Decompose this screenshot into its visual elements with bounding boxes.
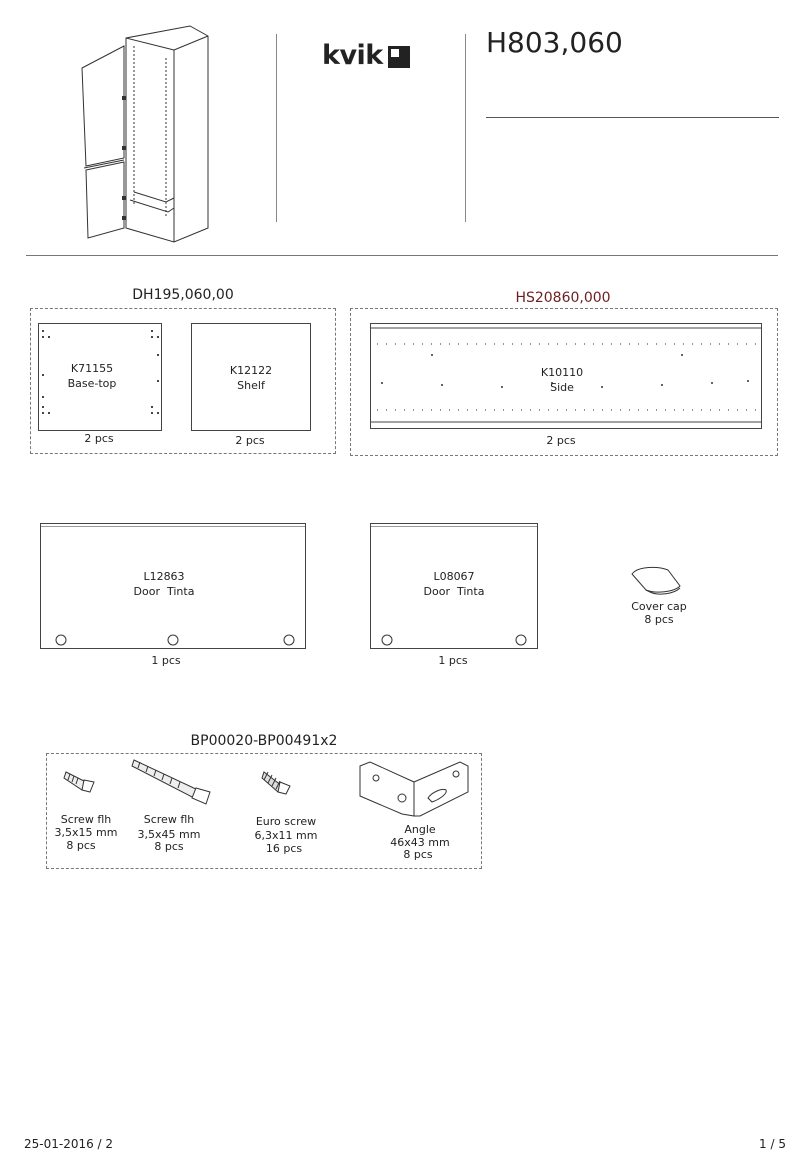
hardware-size: 3,5x15 mm xyxy=(54,826,118,839)
package-title-hs20860: HS20860,000 xyxy=(515,290,611,306)
cover-cap-qty: 8 pcs xyxy=(644,613,674,626)
brand-logo xyxy=(322,38,410,72)
part-code: K12122 xyxy=(229,364,273,377)
header-separator xyxy=(26,255,778,256)
hardware-name: Euro screw xyxy=(255,815,317,828)
part-name: Door Tinta xyxy=(423,585,485,598)
part-code: L08067 xyxy=(433,570,475,583)
header-divider-right xyxy=(465,34,466,222)
cover-cap-name: Cover cap xyxy=(631,600,687,613)
package-title-dh195: DH195,060,00 xyxy=(132,287,234,303)
part-qty: 2 pcs xyxy=(546,434,576,447)
cover-cap-icon xyxy=(628,562,682,598)
cabinet-illustration xyxy=(78,16,214,244)
hardware-qty: 8 pcs xyxy=(66,839,96,852)
hinge-holes-icon xyxy=(371,632,537,648)
part-name: Base-top xyxy=(67,377,117,390)
hardware-size: 46x43 mm xyxy=(390,836,450,849)
hardware-name: Screw flh xyxy=(143,813,195,826)
angle-bracket-icon xyxy=(356,760,472,820)
header-divider-left xyxy=(276,34,277,222)
hardware-title: BP00020-BP00491x2 xyxy=(190,733,338,749)
part-name: Door Tinta xyxy=(133,585,195,598)
hardware-name: Screw flh xyxy=(60,813,112,826)
product-underline xyxy=(486,117,779,118)
part-qty: 1 pcs xyxy=(151,654,181,667)
cabinet-drawing-icon xyxy=(78,16,214,244)
hardware-size: 3,5x45 mm xyxy=(137,828,201,841)
hardware-size: 6,3x11 mm xyxy=(254,829,318,842)
part-qty: 2 pcs xyxy=(235,434,265,447)
panel-side xyxy=(370,323,762,429)
panel-base-top xyxy=(38,323,162,431)
hardware-name: Angle xyxy=(404,823,436,836)
part-code: L12863 xyxy=(143,570,185,583)
part-code: K71155 xyxy=(70,362,114,375)
part-name: Shelf xyxy=(237,379,265,392)
footer-date: 25-01-2016 / 2 xyxy=(24,1137,114,1151)
long-screw-icon xyxy=(130,758,214,806)
door-l12863 xyxy=(40,523,306,649)
part-name: Side xyxy=(550,381,574,394)
part-qty: 2 pcs xyxy=(84,432,114,445)
brand-square-icon xyxy=(388,46,410,68)
part-qty: 1 pcs xyxy=(438,654,468,667)
panel-shelf xyxy=(191,323,311,431)
product-code: H803,060 xyxy=(486,26,623,59)
door-l08067 xyxy=(370,523,538,649)
page-number: 1 / 5 xyxy=(759,1137,786,1151)
euro-screw-icon xyxy=(260,766,294,796)
hinge-holes-icon xyxy=(41,632,305,648)
brand-name: kvik xyxy=(322,39,383,71)
hardware-qty: 8 pcs xyxy=(154,840,184,853)
part-code: K10110 xyxy=(540,366,584,379)
hardware-qty: 16 pcs xyxy=(265,842,303,855)
short-screw-icon xyxy=(62,768,98,794)
hardware-qty: 8 pcs xyxy=(403,848,433,861)
